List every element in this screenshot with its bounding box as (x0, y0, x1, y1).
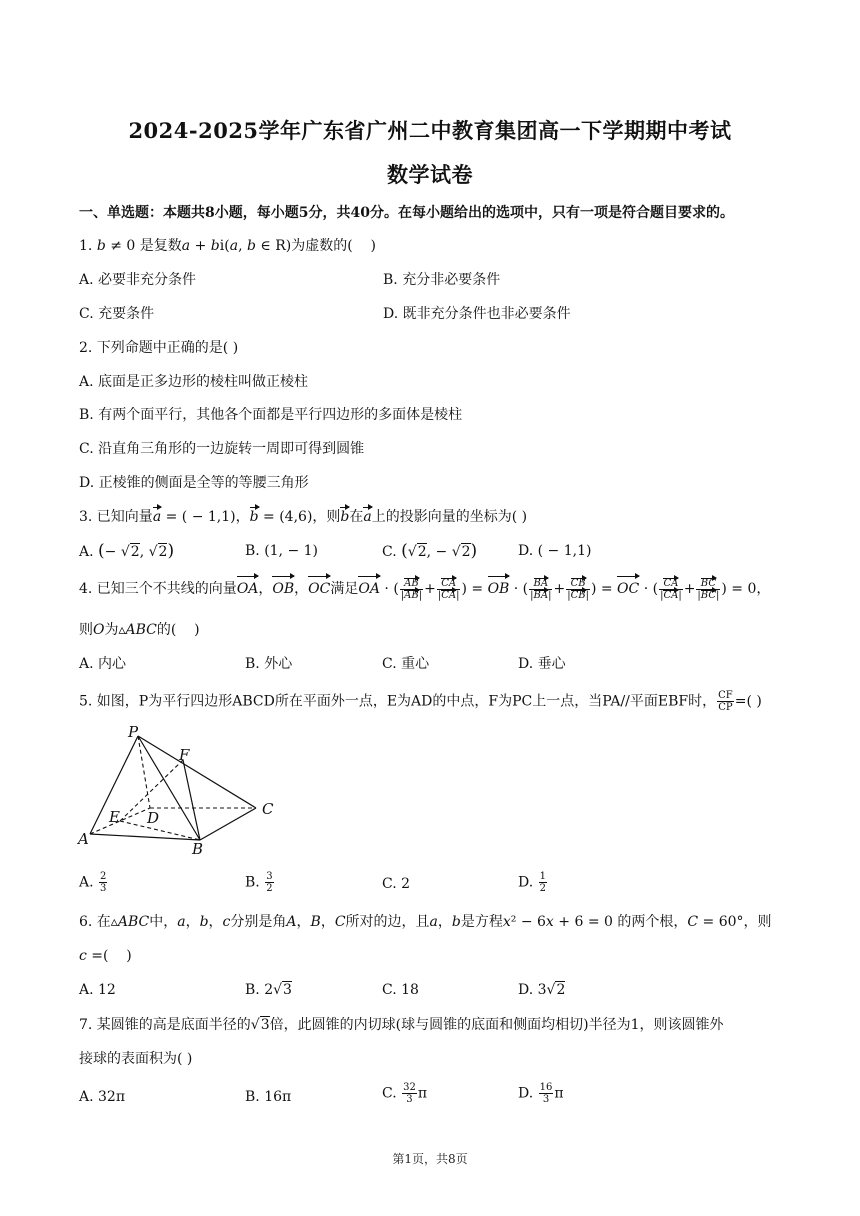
q3-option-b: B. (1, − 1) (245, 543, 319, 559)
q2-stem: 2. 下列命题中正确的是( ) (79, 340, 239, 356)
q7-stem-cont: 接球的表面积为( ) (79, 1051, 193, 1067)
q2-option-b: B. 有两个面平行，其他各个面都是平行四边形的多面体是棱柱 (79, 407, 463, 423)
label-a: A (78, 830, 89, 848)
label-b: B (192, 840, 204, 858)
q3-option-a: A. (− √2, √2) (79, 541, 175, 561)
q3-option-c: C. (√2, − √2) (382, 541, 478, 561)
label-f: F (179, 746, 190, 764)
q7-option-d: D. $\frac{16}{3}$ π (518, 1082, 564, 1105)
q1-option-d: D. 既非充分条件也非必要条件 (383, 306, 571, 322)
q3-option-d: D. ( − 1,1) (518, 543, 592, 559)
q6-option-b: B. 2√3 (245, 982, 292, 998)
q2-option-a: A. 底面是正多边形的棱柱叫做正棱柱 (79, 374, 309, 390)
q1-option-c: C. 充要条件 (79, 306, 155, 322)
q7-stem: 7. 某圆锥的高是底面半径的√3倍，此圆锥的内切球(球与圆锥的底面和侧面均相切)半径为1，则该圆锥外 (79, 1017, 724, 1033)
label-c: C (262, 800, 274, 818)
q4-option-c: C. 重心 (382, 656, 430, 672)
q2-option-c: C. 沿直角三角形的一边旋转一周即可得到圆锥 (79, 441, 365, 457)
q5-option-b: B. $\frac{3}{2}$ (245, 871, 273, 894)
q1-option-a: A. 必要非充分条件 (79, 272, 197, 288)
page-footer: 第1页，共8页 (392, 1152, 468, 1166)
q6-option-a: A. 12 (79, 982, 116, 998)
q7-option-b: B. 16π (245, 1089, 292, 1105)
q6-option-d: D. 3√2 (518, 982, 566, 998)
q5-stem: 5. 如图，P为平行四边形ABCD所在平面外一点，E为AD的中点，F为PC上一点，当PA//平面EBF时， $\frac{CF}{CP}$ =( ) (79, 690, 762, 713)
section-heading: 一、单选题：本题共8小题，每小题5分，共40分。在每小题给出的选项中，只有一项是符合题目要求的。 (79, 205, 734, 221)
q6-stem-cont: c =( ) (79, 948, 132, 964)
q1-stem: 1. b ≠ 0 是复数a + bi(a, b ∈ R)为虚数的( ) (79, 238, 376, 254)
q4-stem-cont: 则O为▵ABC的( ) (79, 622, 200, 638)
q2-option-d: D. 正棱锥的侧面是全等的等腰三角形 (79, 475, 309, 491)
exam-subtitle: 数学试卷 (387, 162, 473, 187)
label-e: E (109, 808, 120, 826)
q6-option-c: C. 18 (382, 982, 419, 998)
exam-title: 2024-2025学年广东省广州二中教育集团高一下学期期中考试 (128, 118, 732, 143)
q4-option-b: B. 外心 (245, 656, 293, 672)
q4-stem: 4. 已知三个不共线的向量OA，OB，OC满足OA · ( $\frac{AB}{|AB|}$ + $\frac{CA}{|CA|}$ ) = OB · ( $\frac{BA}{|BA|}$ + $\frac{CB}{|CB|}$ ) = OC · ( $\frac{CA}{|CA|}$ + $\frac{BC}{|BC|}$ ) = 0， (79, 577, 771, 601)
q5-option-d: D. $\frac{1}{2}$ (518, 871, 547, 894)
label-d: D (147, 809, 160, 827)
q5-option-a: A. $\frac{2}{3}$ (79, 871, 107, 894)
q1-option-b: B. 充分非必要条件 (383, 272, 501, 288)
q4-option-d: D. 垂心 (518, 656, 566, 672)
q6-stem: 6. 在▵ABC中，a，b，c分别是角A，B，C所对的边，且a，b是方程x² − 6x + 6 = 0 的两个根，C = 60°，则 (79, 914, 772, 930)
q5-pyramid-figure (76, 724, 286, 859)
q4-option-a: A. 内心 (79, 656, 127, 672)
q7-option-a: A. 32π (79, 1089, 126, 1105)
label-p: P (128, 724, 139, 741)
q5-option-c: C. 2 (382, 876, 411, 892)
q3-stem: 3. 已知向量a = ( − 1,1)，b = (4,6)，则b在a上的投影向量的坐标为( ) (79, 509, 528, 525)
q7-option-c: C. $\frac{32}{3}$ π (382, 1082, 428, 1105)
